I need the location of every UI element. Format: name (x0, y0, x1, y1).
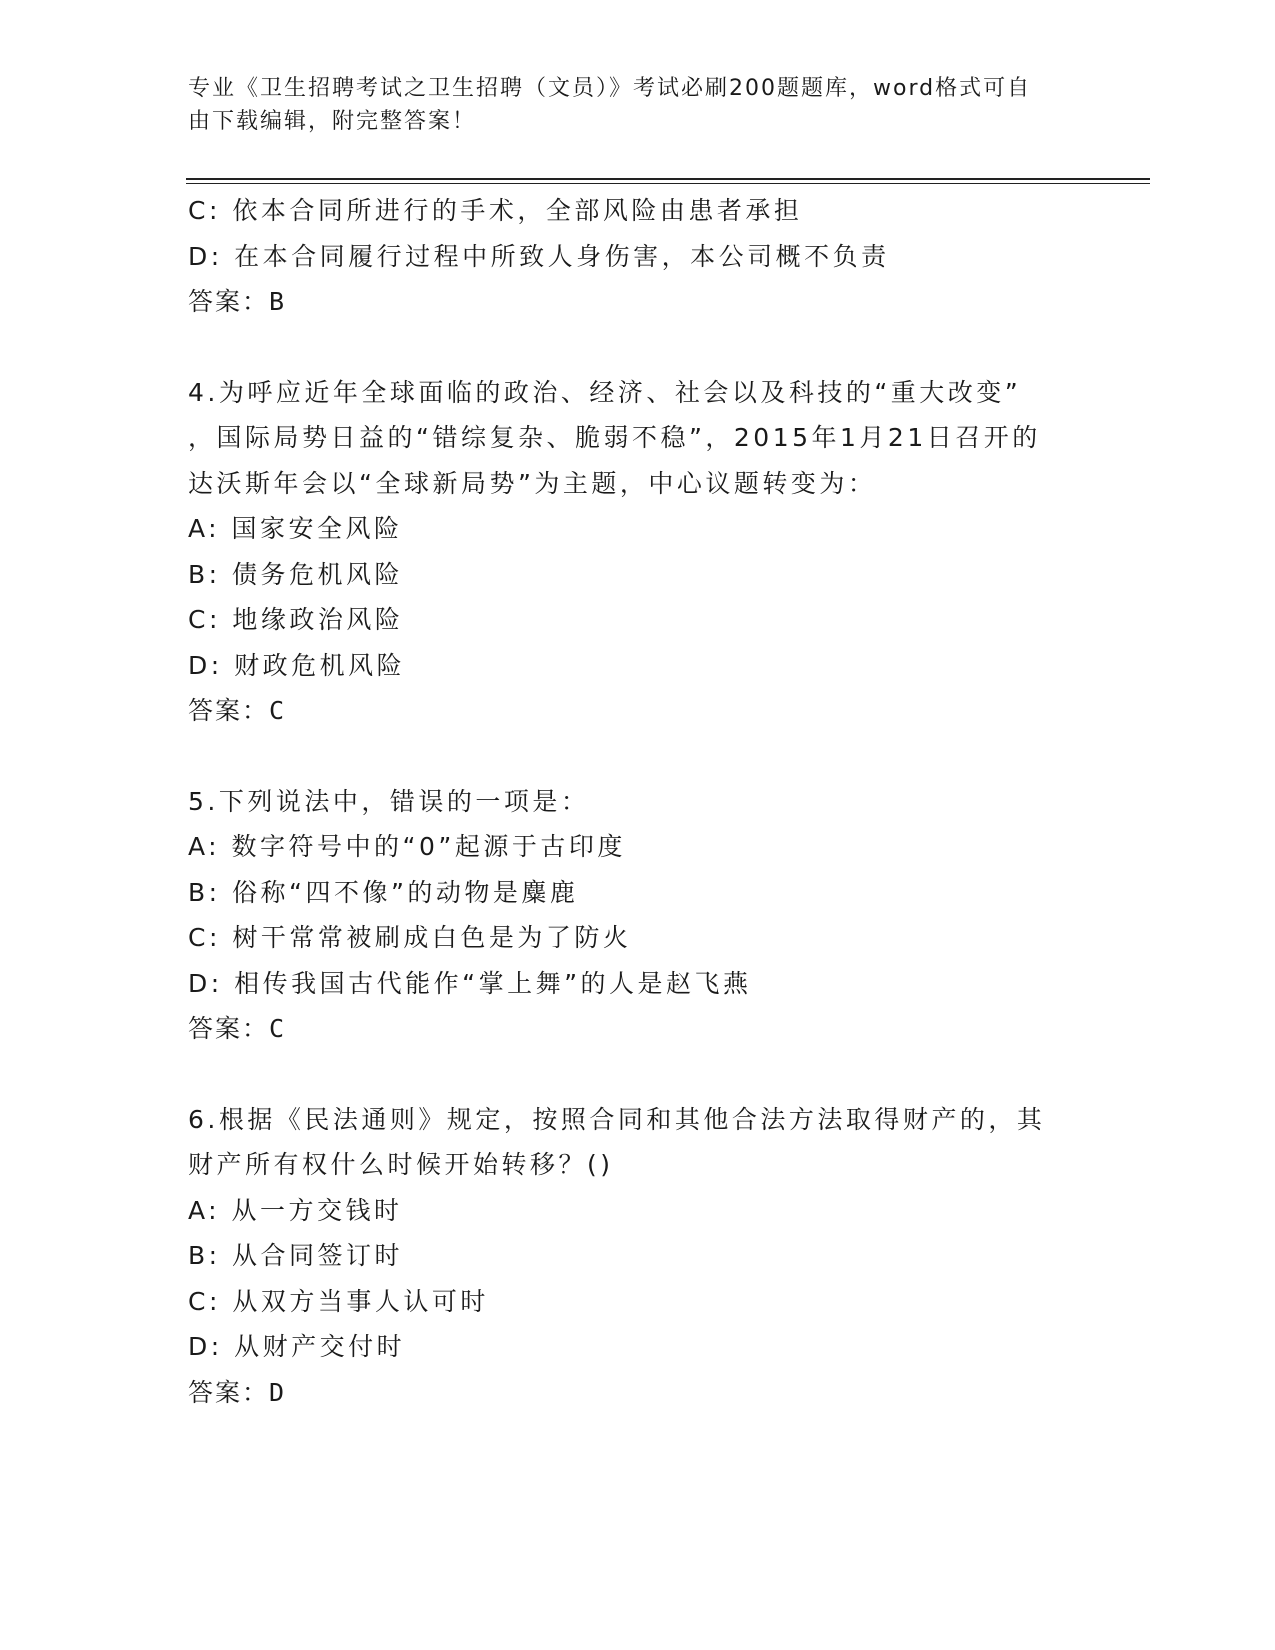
option-b: B: 俗称“四不像”的动物是麋鹿 (188, 877, 579, 907)
option-c: C: 树干常常被刷成白色是为了防火 (188, 923, 632, 952)
option-c: C: 地缘政治风险 (188, 605, 404, 634)
header-rule-thin (186, 183, 1150, 184)
question-block-prev (188, 188, 1088, 325)
answer-value: B (269, 287, 287, 316)
option-b: B: 从合同签订时 (188, 1241, 404, 1270)
header-line-1: 专业《卫生招聘考试之卫生招聘（文员）》考试必刷200题题库，word格式可自 (188, 76, 1032, 101)
question-stem-line: 6.根据《民法通则》规定，按照合同和其他合法方法取得财产的，其 (188, 1104, 1046, 1134)
document-header (188, 72, 1068, 138)
option-d: D: 从财产交付时 (188, 1332, 406, 1361)
answer-line (188, 1370, 1088, 1416)
answer-value: C (269, 1014, 287, 1043)
answer-label: 答案： (188, 1014, 270, 1043)
option-d: D: 相传我国古代能作“掌上舞”的人是赵飞燕 (188, 968, 752, 998)
question-stem-line: ，国际局势日益的“错综复杂、脆弱不稳”，2015年1月21日召开的 (188, 423, 1041, 452)
answer-line (188, 688, 1088, 734)
header-rule-thick (186, 178, 1150, 180)
option-d: D: 财政危机风险 (188, 650, 406, 680)
answer-value: D (269, 1377, 287, 1407)
option-a: A: 国家安全风险 (188, 514, 403, 543)
question-stem-line: 财产所有权什么时候开始转移？() (188, 1150, 614, 1179)
header-line-2: 由下载编辑，附完整答案！ (188, 109, 477, 134)
answer-line (188, 1006, 1088, 1052)
option-a: A: 从一方交钱时 (188, 1195, 403, 1225)
option-a: A: 数字符号中的“0”起源于古印度 (188, 832, 626, 861)
option-b: B: 债务危机风险 (188, 559, 404, 589)
question-stem-line: 达沃斯年会以“全球新局势”为主题，中心议题转变为： (188, 468, 877, 498)
option-c: C: 从双方当事人认可时 (188, 1286, 489, 1316)
answer-label: 答案： (188, 287, 270, 316)
option-c: C: 依本合同所进行的手术，全部风险由患者承担 (188, 196, 803, 225)
spacer (188, 325, 1088, 370)
question-list (188, 188, 1088, 1415)
question-block-4 (188, 370, 1088, 734)
question-stem-line: 4.为呼应近年全球面临的政治、经济、社会以及科技的“重大改变” (188, 377, 1022, 407)
answer-label: 答案： (188, 1377, 270, 1407)
spacer (188, 1052, 1088, 1097)
option-d: D: 在本合同履行过程中所致人身伤害，本公司概不负责 (188, 241, 890, 271)
spacer (188, 734, 1088, 779)
answer-value: C (269, 696, 287, 725)
answer-line (188, 279, 1088, 325)
answer-label: 答案： (188, 696, 270, 725)
question-block-5 (188, 779, 1088, 1052)
question-stem-line: 5.下列说法中，错误的一项是： (188, 786, 590, 816)
question-block-6 (188, 1097, 1088, 1416)
